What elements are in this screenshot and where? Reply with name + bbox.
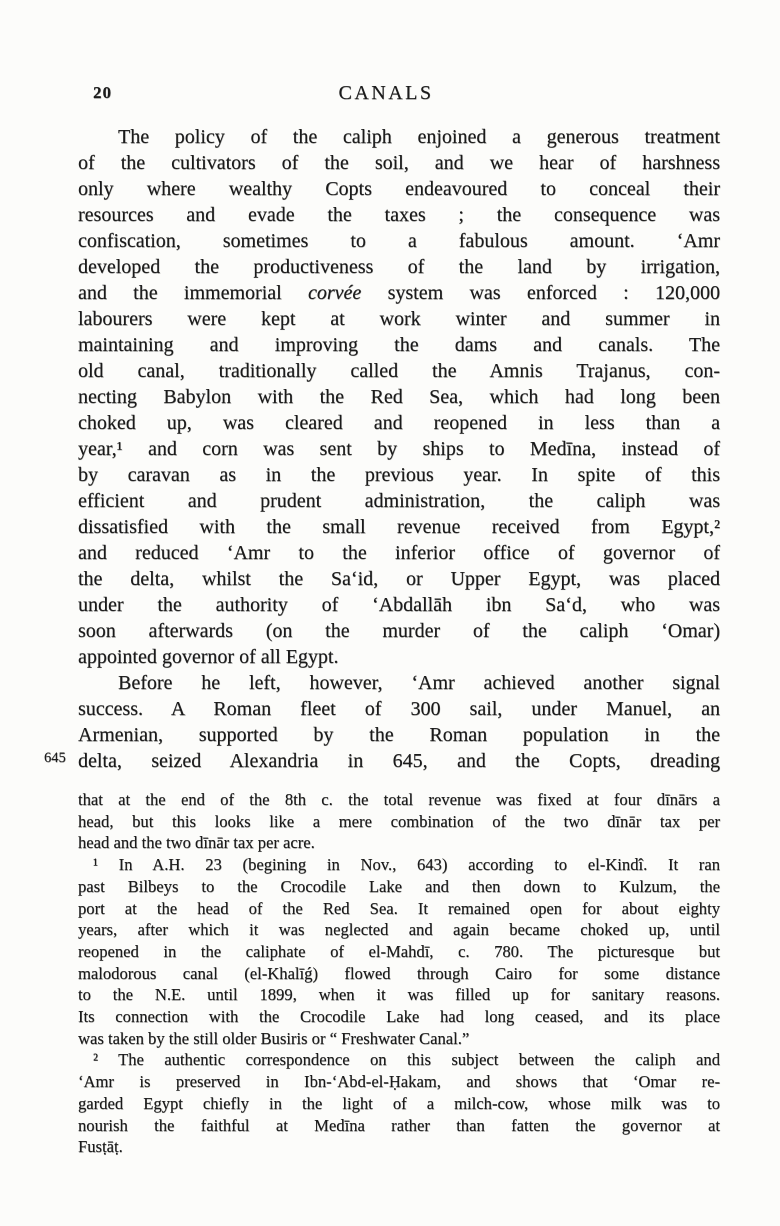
text-line: Its connection with the Crocodile Lake had long ceased, and its place bbox=[78, 1007, 720, 1027]
text-line: head and the two dīnār tax per acre. bbox=[78, 833, 315, 853]
text-line: developed the productiveness of the land by irrigation, bbox=[78, 256, 720, 278]
italic-text: corvée bbox=[307, 282, 362, 304]
text-line: confiscation, sometimes to a fabulous amount. ‘Amr bbox=[78, 230, 720, 252]
text-line: ‘Amr is preserved in Ibn-‘Abd-el-Ḥakam, and shows that ‘Omar re- bbox=[78, 1072, 720, 1092]
text-line: head, but this looks like a mere combination of the two dīnār tax per bbox=[78, 811, 720, 831]
margin-note-year: 645 bbox=[44, 750, 66, 766]
text-line: that at the end of the 8th c. the total revenue was fixed at four dīnārs a bbox=[78, 790, 720, 809]
text-line: soon afterwards (on the murder of the caliph ‘Omar) bbox=[78, 620, 720, 642]
text-line: appointed governor of all Egypt. bbox=[78, 646, 339, 668]
text-line: efficient and prudent administration, the caliph was bbox=[78, 490, 720, 512]
text-line: ¹ In A.H. 23 (begining in Nov., 643) according to el-Kindî. It ran bbox=[93, 855, 720, 875]
text-line: only where wealthy Copts endeavoured to conceal their bbox=[78, 178, 720, 200]
text-line: garded Egypt chiefly in the light of a milch-cow, whose milk was to bbox=[78, 1093, 720, 1113]
text-line: old canal, traditionally called the Amnis Trajanus, con- bbox=[78, 360, 720, 382]
text-line: success. A Roman fleet of 300 sail, under Manuel, an bbox=[78, 698, 720, 720]
text-line: and reduced ‘Amr to the inferior office of governor of bbox=[78, 542, 720, 564]
text-line: past Bilbeys to the Crocodile Lake and then down to Kulzum, the bbox=[78, 876, 720, 896]
text-line: years, after which it was neglected and again became choked up, until bbox=[78, 920, 720, 940]
text-line: malodorous canal (el-Khalīǵ) flowed through Cairo for some distance bbox=[78, 963, 720, 983]
text-line: Armenian, supported by the Roman population in the bbox=[78, 724, 720, 746]
text-line: of the cultivators of the soil, and we hear of harshness bbox=[78, 152, 720, 174]
text-line: nourish the faithful at Medīna rather than fatten the governor at bbox=[78, 1115, 720, 1135]
running-title: CANALS bbox=[338, 82, 434, 104]
text-line: maintaining and improving the dams and canals. The bbox=[78, 334, 720, 356]
text-line: Before he left, however, ‘Amr achieved another signal bbox=[118, 672, 720, 694]
text-line: the delta, whilst the Sa‘id, or Upper Egypt, was placed bbox=[78, 568, 720, 590]
body-text bbox=[78, 124, 720, 774]
text-line: choked up, was cleared and reopened in less than a bbox=[78, 412, 720, 434]
text-line: ² The authentic correspondence on this subject between the caliph and bbox=[93, 1050, 720, 1070]
text-line: delta, seized Alexandria in 645, and the Copts, dreading bbox=[78, 750, 720, 772]
text-line: year,¹ and corn was sent by ships to Medīna, instead of bbox=[78, 438, 720, 460]
text-line: reopened in the caliphate of el-Mahdī, c. 780. The picturesque but bbox=[78, 941, 720, 961]
text-line: resources and evade the taxes ; the consequence was bbox=[78, 204, 720, 226]
footnotes bbox=[78, 789, 720, 1158]
text-line: by caravan as in the previous year. In spite of this bbox=[78, 464, 720, 486]
page-number: 20 bbox=[93, 83, 112, 102]
text-line: port at the head of the Red Sea. It remained open for about eighty bbox=[78, 898, 720, 918]
text-line: under the authority of ‘Abdallāh ibn Sa‘d, who was bbox=[78, 594, 720, 616]
text-line: to the N.E. until 1899, when it was filled up for sanitary reasons. bbox=[78, 985, 720, 1005]
text-line: and the immemorial corvée system was enforced : 120,000 bbox=[78, 282, 720, 304]
text-line: The policy of the caliph enjoined a generous treatment bbox=[118, 126, 720, 148]
text-line: necting Babylon with the Red Sea, which had long been bbox=[78, 386, 720, 408]
text-line: dissatisfied with the small revenue received from Egypt,² bbox=[78, 516, 720, 538]
text-line: was taken by the still older Busiris or “ Freshwater Canal.” bbox=[78, 1028, 470, 1048]
text-line: labourers were kept at work winter and summer in bbox=[78, 308, 720, 330]
text-line: Fusṭāṭ. bbox=[78, 1137, 123, 1157]
